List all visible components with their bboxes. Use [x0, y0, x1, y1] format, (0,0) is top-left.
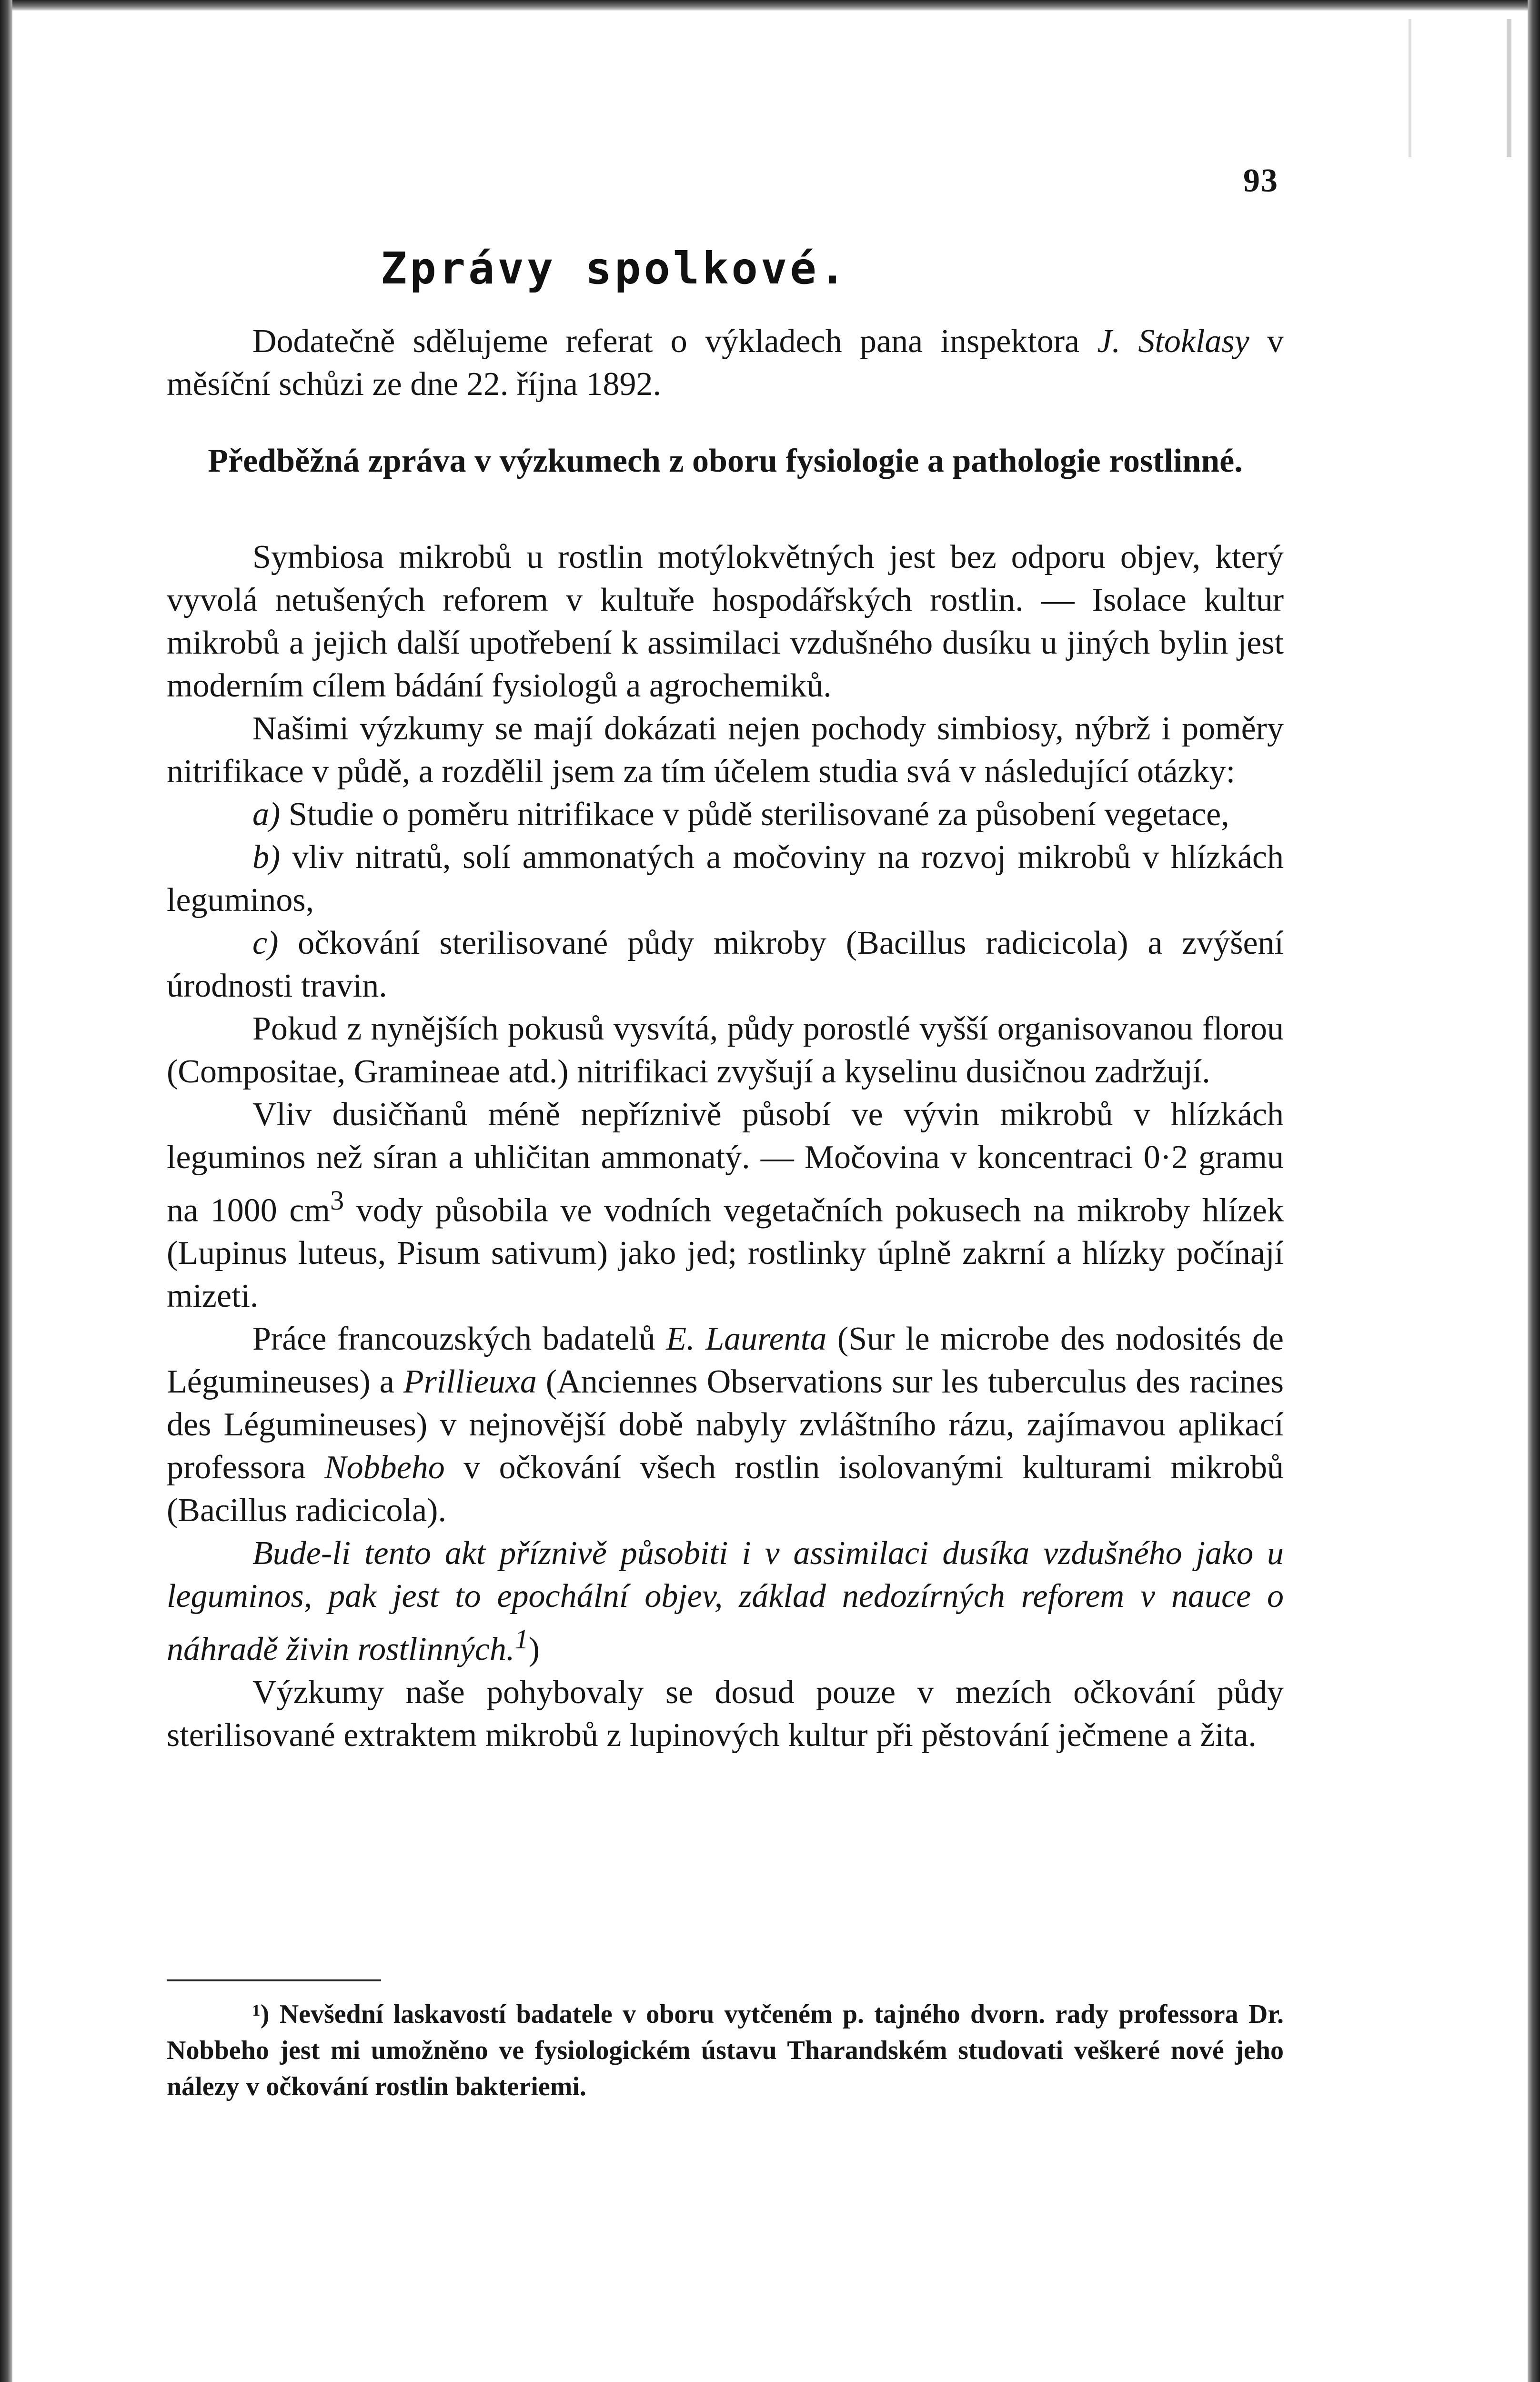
paragraph-epochal-discovery	[167, 1532, 1284, 1671]
footnote-text: Nevšední laskavostí badatele v oboru vytčeném p. tajného dvorn. rady professora Dr. Nobbeho jest mi umožněno ve fysiologickém ústavu Tharandském studovati veškeré nové jeho nálezy v očkování rostlin bakteriemi.	[167, 1999, 1284, 2101]
article-heading: Předběžná zpráva v výzkumech z oboru fysiologie a pathologie rostlinné.	[208, 443, 1243, 479]
scan-border-right	[1528, 0, 1540, 2382]
french-text-2: (Sur le microbe des nodosités de Légumineuses) a	[167, 1321, 1284, 1401]
intro-text-before: Dodatečně sdělujeme referat o výkladech pana inspektora	[252, 323, 1097, 360]
scan-border-left	[0, 0, 12, 2382]
section-title: Zprávy spolkové.	[380, 243, 849, 294]
paragraph-experiments: Výzkumy naše pohybovaly se dosud pouze v mezích očkování půdy sterilisované extraktem mikrobů z lupinových kultur při pěstování ječmene a žita.	[167, 1674, 1284, 1754]
scan-corner-artifact	[1409, 19, 1511, 157]
paragraph-research-questions: Našimi výzkumy se mají dokázati nejen pochody simbiosy, nýbrž i poměry nitrifikace v půdě, a rozdělil jsem za tím účelem studia svá v následující otázky:	[167, 710, 1284, 790]
paragraph-nitrates	[167, 1093, 1284, 1318]
intro-paragraph	[167, 320, 1284, 406]
scan-border-top	[0, 0, 1540, 10]
list-text-c: očkování sterilisované půdy mikroby (Bacillus radicicola) a zvýšení úrodnosti travin.	[167, 925, 1284, 1004]
footnote-divider	[167, 1979, 381, 1981]
french-text-3: (Anciennes Observations sur les tuberculus des racines des Légumineuses) v nejnovější době nabyly zvláštního rázu, zajímavou aplikací professora	[167, 1363, 1284, 1486]
list-item-c	[167, 922, 1284, 1008]
list-item-b	[167, 836, 1284, 922]
list-text-a: Studie o poměru nitrifikace v půdě sterilisované za působení vegetace,	[280, 796, 1229, 833]
list-marker-b: b)	[252, 839, 281, 876]
french-text-4: v očkování všech rostlin isolovanými kulturami mikrobů (Bacillus radicicola).	[167, 1449, 1284, 1529]
list-marker-a: a)	[252, 796, 281, 833]
paragraph-symbiosis: Symbiosa mikrobů u rostlin motýlokvětných jest bez odporu objev, který vyvolá netušených reforem v kultuře hospodářských rostlin. — Isolace kultur mikrobů a jejich další upotřebení k assimilaci vzdušného dusíku u jiných bylin jest moderním cílem bádání fysiologů a agrochemiků.	[167, 539, 1284, 704]
list-item-a	[167, 793, 1284, 836]
footnote-mark: ¹)	[252, 1999, 270, 2029]
name-nobbe: Nobbeho	[324, 1449, 445, 1486]
paragraph-nitrification: Pokud z nynějších pokusů vysvítá, půdy porostlé vyšší organisovanou florou (Compositae, Gramineae atd.) nitrifikaci zvyšují a kyselinu dusičnou zadržují.	[167, 1010, 1284, 1090]
page-number: 93	[1243, 162, 1278, 199]
paragraph-nitrates-after: vody působila ve vodních vegetačních pokusech na mikroby hlízek (Lupinus luteus, Pisum sativum) jako jed; rostlinky úplně zakrní a hlízky počínají mizeti.	[167, 1192, 1284, 1315]
name-prillieux: Prillieuxa	[403, 1363, 537, 1401]
intro-author-name: J. Stoklasy	[1097, 323, 1249, 360]
footnote	[167, 1996, 1284, 2105]
paragraph-french-research	[167, 1318, 1284, 1532]
list-marker-c: c)	[252, 925, 279, 961]
list-text-b: vliv nitratů, solí ammonatých a močoviny na rozvoj mikrobů v hlízkách leguminos,	[167, 839, 1284, 918]
footnote-reference-close: )	[528, 1631, 540, 1668]
cubic-superscript: 3	[330, 1185, 344, 1216]
intro-text-after: v měsíční schůzi ze dne 22. října 1892.	[167, 323, 1284, 403]
footnote-reference: 1	[514, 1624, 529, 1655]
french-text-1: Práce francouzských badatelů	[252, 1321, 666, 1358]
epochal-text: Bude-li tento akt příznivě působiti i v assimilaci dusíka vzdušného jako u leguminos, pak jest to epochální objev, základ nedozírných reforem v nauce o náhradě živin rostlinných.	[167, 1535, 1284, 1668]
article-body	[167, 536, 1284, 1757]
paragraph-nitrates-before: Vliv dusičňanů méně nepříznivě působí ve vývin mikrobů v hlízkách leguminos než síran a uhličitan ammonatý. — Močovina v koncentraci 0·2 gramu na 1000 cm	[167, 1096, 1284, 1229]
name-laurent: E. Laurenta	[666, 1321, 827, 1358]
